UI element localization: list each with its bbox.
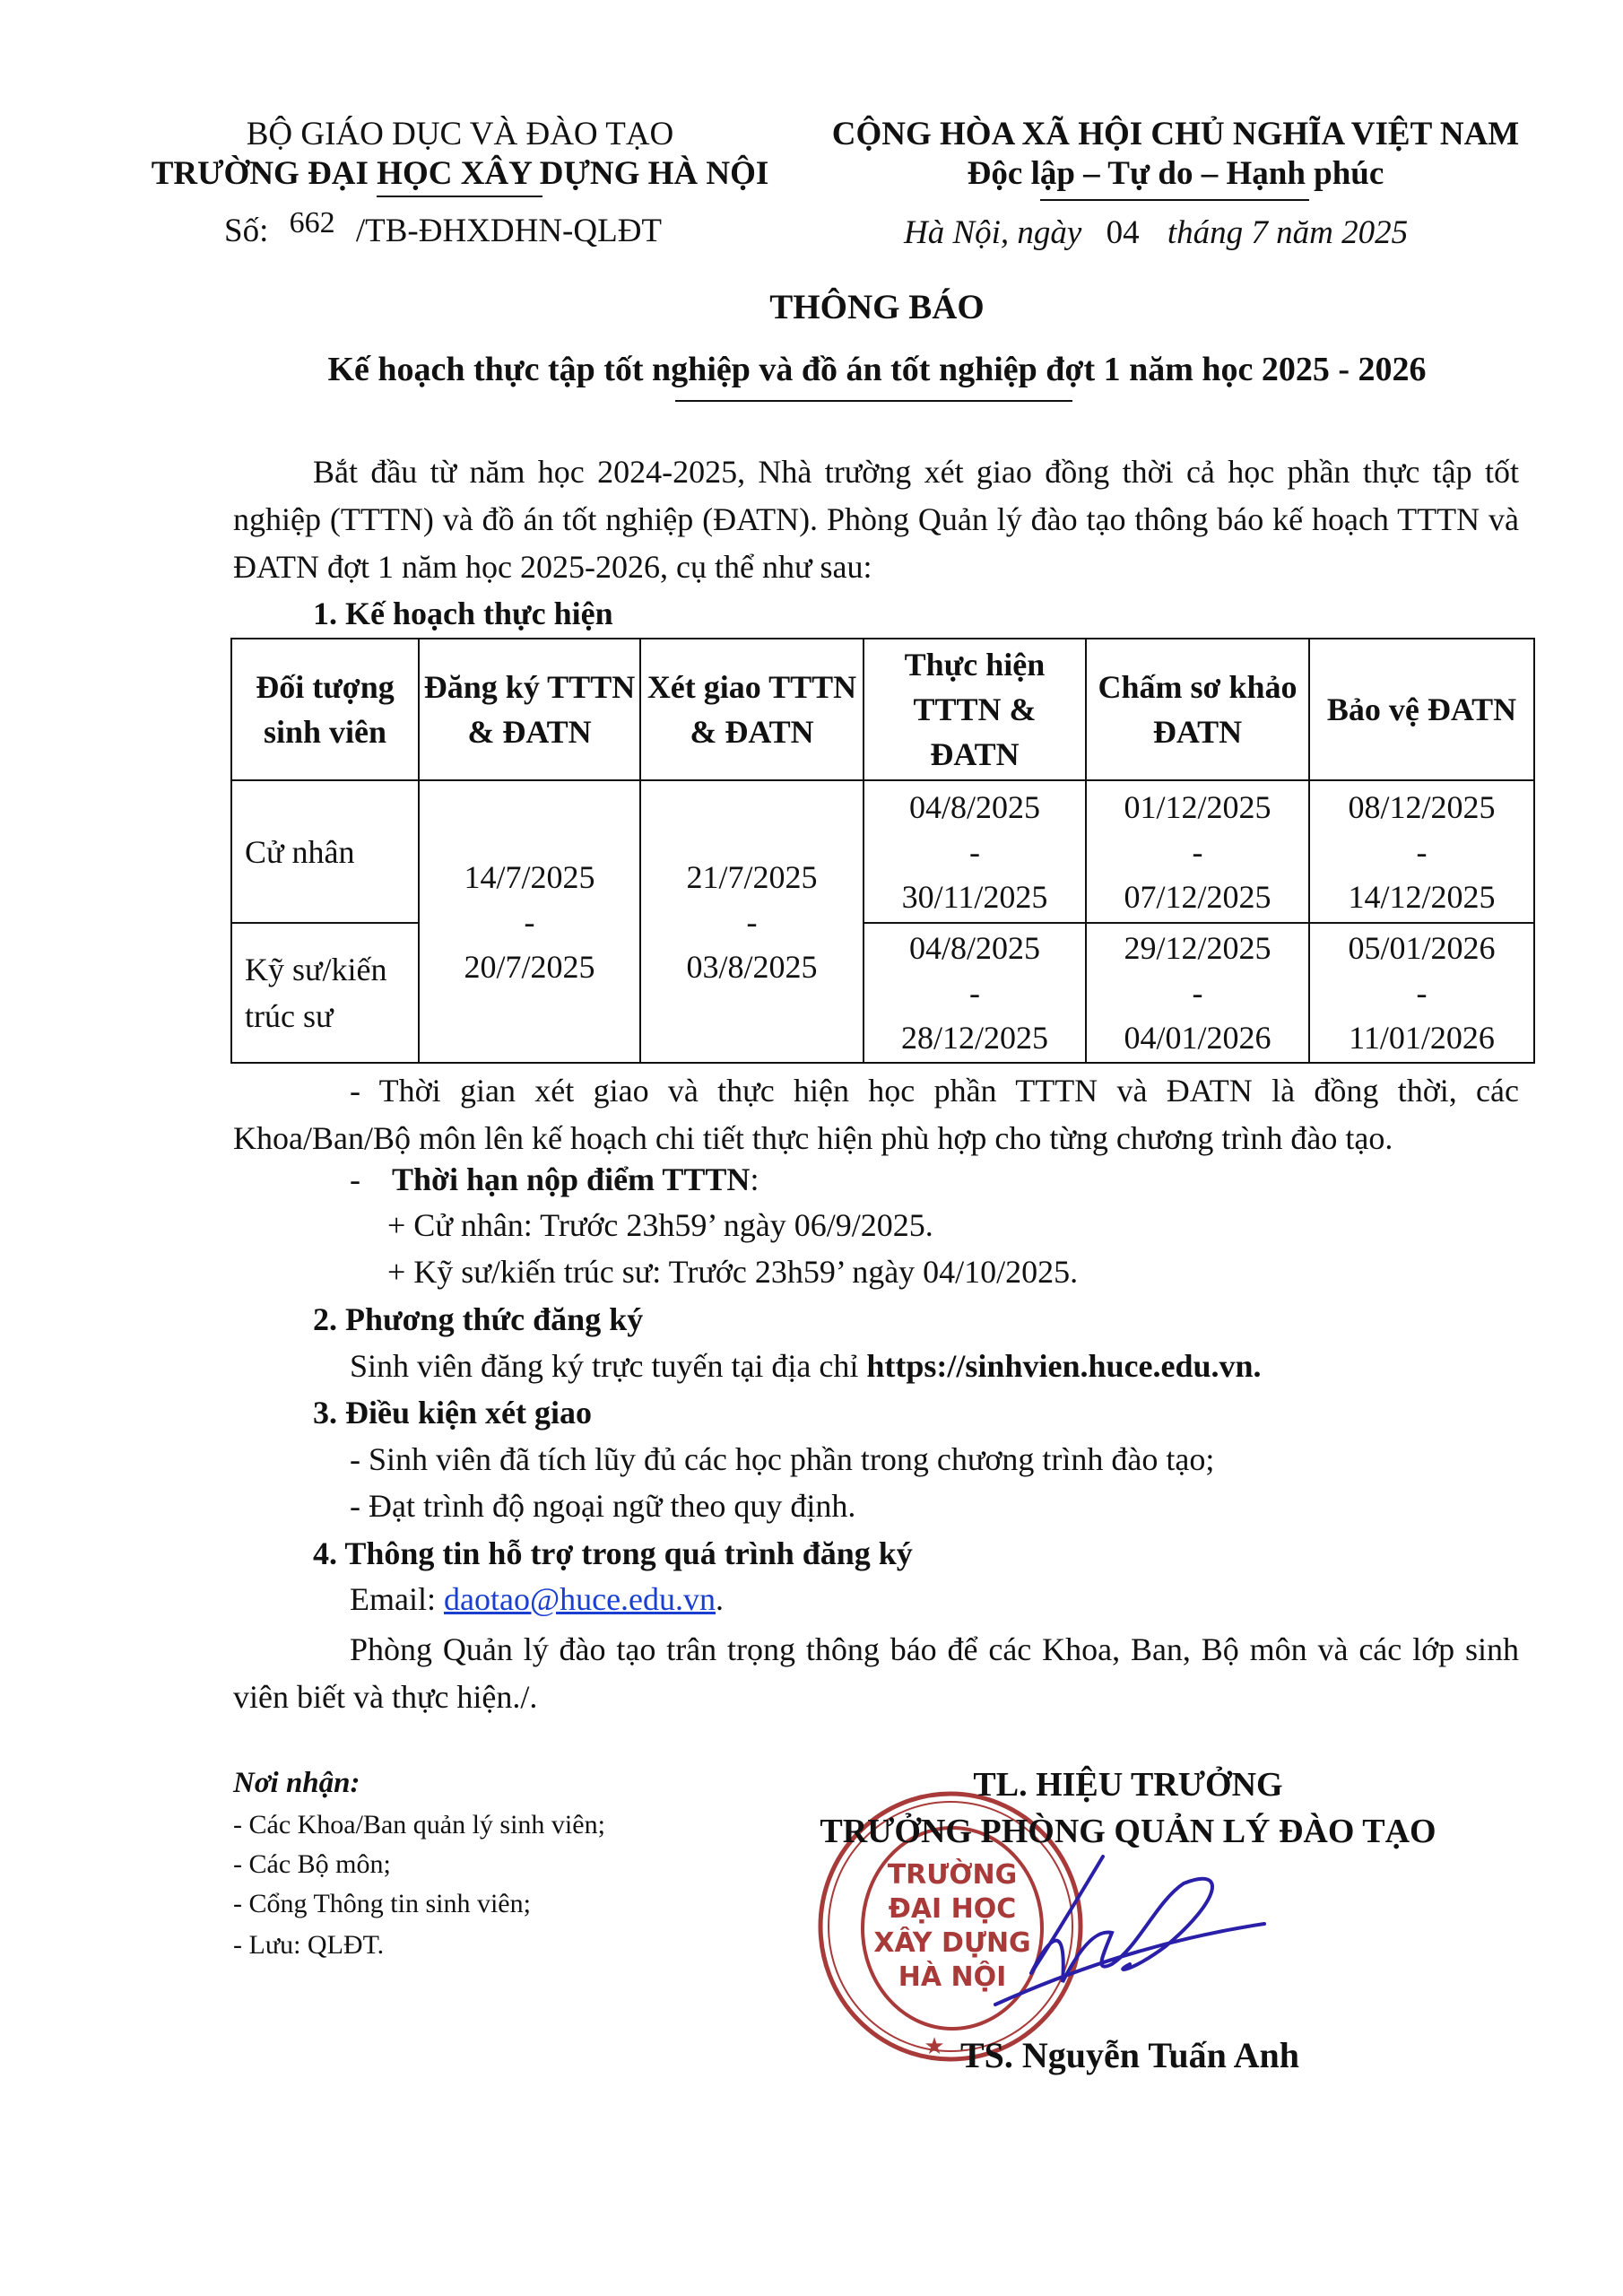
recipient-item: - Các Bộ môn; [233,1849,391,1879]
col-header: Bảo vệ ĐATN [1309,639,1534,780]
stamp-text: ĐẠI HỌC [888,1893,1017,1925]
stamp-text: XÂY DỰNG [873,1927,1031,1959]
review-cell [1086,780,1309,923]
date-start: 08/12/2025 [1348,788,1496,825]
date-start: 01/12/2025 [1124,788,1271,825]
nation-name: CỘNG HÒA XÃ HỘI CHỦ NGHĨA VIỆT NAM [831,116,1520,152]
number-suffix: /TB-ĐHXDHN-QLĐT [355,213,663,249]
col-header: Chấm sơ khảo ĐATN [1086,639,1309,780]
register-cell [419,780,640,1063]
col-header: Thực hiện TTTN & ĐATN [864,639,1086,780]
section-4-heading: 4. Thông tin hỗ trợ trong quá trình đăng ký [313,1535,913,1571]
defense-cell [1309,923,1534,1063]
date-end: 14/12/2025 [1348,878,1496,915]
date-dash: - [524,903,535,940]
group-cell: Kỹ sư/kiến trúc sư [231,923,419,1063]
recipient-item: - Lưu: QLĐT. [233,1930,385,1960]
stamp-text: TRƯỜNG [887,1859,1018,1891]
subtitle-underline [675,400,1072,402]
col-header: Xét giao TTTN & ĐATN [640,639,864,780]
number-label: Số: [224,213,269,249]
header-underline [377,196,542,197]
date-day: 04 [1106,214,1140,251]
date-dash: - [1192,975,1203,1011]
schedule-table [230,638,1535,1064]
date-start: 05/01/2026 [1348,930,1496,966]
handwritten-signature [977,1848,1282,2027]
register-text: Sinh viên đăng ký trực tuyến tại địa chỉ [350,1348,859,1384]
section-3-heading: 3. Điều kiện xét giao [313,1395,592,1431]
table-row [231,780,1534,923]
date-start: 14/7/2025 [464,858,595,895]
defense-cell [1309,780,1534,923]
document-date [904,213,1408,252]
document-number [224,206,663,250]
date-dash: - [1416,833,1428,870]
recipient-item: - Các Khoa/Ban quản lý sinh viên; [233,1810,605,1839]
deadline-engineer: + Kỹ sư/kiến trúc sư: Trước 23h59’ ngày 04/10/2025. [387,1254,1079,1290]
document-title: THÔNG BÁO [769,288,985,326]
date-end: 30/11/2025 [901,878,1048,915]
date-start: 29/12/2025 [1124,930,1271,966]
col-header: Đối tượng sinh viên [231,639,419,780]
email-dot: . [716,1581,725,1617]
date-end: 07/12/2025 [1124,878,1271,915]
motto-underline [1040,199,1309,201]
deadline-title: Thời hạn nộp điểm TTTN [392,1161,751,1197]
deadline-heading [350,1161,759,1198]
date-dash: - [1416,975,1428,1011]
date-dash: - [1192,833,1203,870]
signature-title: TL. HIỆU TRƯỞNG [973,1766,1283,1804]
implement-cell [864,780,1086,923]
date-end: 20/7/2025 [464,948,595,985]
university-name: TRƯỜNG ĐẠI HỌC XÂY DỰNG HÀ NỘI [151,155,769,192]
register-instruction [350,1347,1262,1385]
date-end: 11/01/2026 [1349,1020,1495,1056]
note-paragraph: - Thời gian xét giao và thực hiện học phần TTTN và ĐATN là đồng thời, các Khoa/Ban/Bộ môn lên kế hoạch chi tiết thực hiện phù hợp cho từng chương trình đào tạo. [233,1073,1519,1156]
condition-item: - Đạt trình độ ngoại ngữ theo quy định. [350,1488,856,1524]
signer-name: TS. Nguyễn Tuấn Anh [959,2035,1300,2075]
date-end: 03/8/2025 [686,948,818,985]
condition-item: - Sinh viên đã tích lũy đủ các học phần trong chương trình đào tạo; [350,1441,1215,1477]
register-url[interactable]: https://sinhvien.huce.edu.vn. [866,1348,1262,1384]
motto: Độc lập – Tự do – Hạnh phúc [967,155,1384,192]
number-value: 662 [289,206,335,239]
date-dash: - [746,903,758,940]
stamp-star-icon: ★ [924,2033,945,2060]
signature-position: TRƯỞNG PHÒNG QUẢN LÝ ĐÀO TẠO [820,1813,1436,1850]
review-cell [1086,923,1309,1063]
date-start: 21/7/2025 [686,858,818,895]
stamp-text: HÀ NỘI [898,1961,1007,1993]
recipients-title: Nơi nhận: [233,1767,360,1799]
section-2-heading: 2. Phương thức đăng ký [313,1301,644,1337]
group-cell: Cử nhân [231,780,419,923]
intro-paragraph: Bắt đầu từ năm học 2024-2025, Nhà trường xét giao đồng thời cả học phần thực tập tốt nghiệp (TTTN) và đồ án tốt nghiệp (ĐATN). Phòng Quản lý đào tạo thông báo kế hoạch TTTN và ĐATN đợt 1 năm học 2025-2026, cụ thể như sau: [233,454,1519,585]
date-start: 04/8/2025 [908,788,1040,825]
closing-paragraph: Phòng Quản lý đào tạo trân trọng thông báo để các Khoa, Ban, Bộ môn và các lớp sinh viên biết và thực hiện./. [233,1631,1519,1715]
implement-cell [864,923,1086,1063]
email-line [350,1580,724,1618]
table-header-row [231,639,1534,780]
section-1-heading: 1. Kế hoạch thực hiện [313,596,613,631]
date-end: 28/12/2025 [900,1020,1048,1056]
email-link[interactable]: daotao@huce.edu.vn [443,1581,716,1617]
deadline-dash: - [350,1161,360,1197]
date-end: 04/01/2026 [1124,1020,1271,1056]
date-start: 04/8/2025 [908,930,1040,966]
document-subtitle: Kế hoạch thực tập tốt nghiệp và đồ án tốt nghiệp đợt 1 năm học 2025 - 2026 [327,351,1427,388]
date-dash: - [969,975,980,1011]
ministry-name: BỘ GIÁO DỤC VÀ ĐÀO TẠO [246,116,674,152]
email-label: Email: [350,1581,436,1617]
deadline-colon: : [750,1161,759,1197]
date-prefix: Hà Nội, ngày [904,214,1082,251]
assign-cell [640,780,864,1063]
date-dash: - [969,833,980,870]
deadline-bachelor: + Cử nhân: Trước 23h59’ ngày 06/9/2025. [387,1207,933,1243]
recipient-item: - Cổng Thông tin sinh viên; [233,1889,531,1918]
col-header: Đăng ký TTTN & ĐATN [419,639,640,780]
date-suffix: tháng 7 năm 2025 [1167,214,1409,251]
